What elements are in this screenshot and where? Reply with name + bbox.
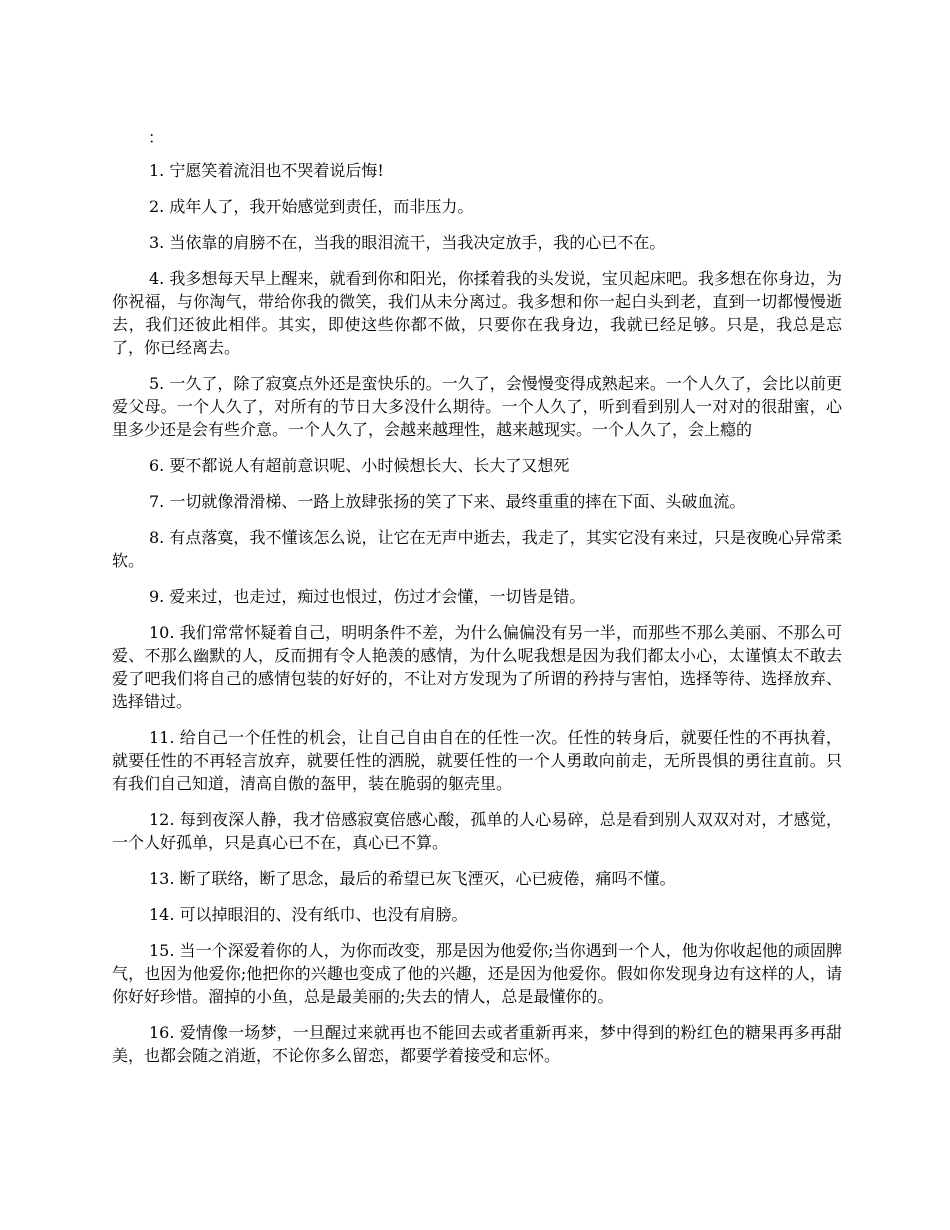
paragraph-15: 15. 当一个深爱着你的人，为你而改变，那是因为他爱你;当你遇到一个人，他为你收起他的顽固脾气，也因为他爱你;他把你的兴趣也变成了他的兴趣，还是因为他爱你。假如你发现身边有这样的人，请你好好珍惜。溜掉的小鱼，总是最美丽的;失去的情人，总是最懂你的。 (112, 941, 842, 1006)
paragraph-6: 6. 要不都说人有超前意识呢、小时候想长大、长大了又想死 (149, 456, 570, 475)
paragraph-1: 1. 宁愿笑着流泪也不哭着说后悔! (149, 161, 384, 180)
lead-mark: ： (148, 128, 165, 147)
paragraph-13: 13. 断了联络，断了思念，最后的希望已灰飞湮灭，心已疲倦，痛吗不懂。 (149, 869, 676, 888)
paragraph-10: 10. 我们常常怀疑着自己，明明条件不差，为什么偏偏没有另一半，而那些不那么美丽、不那么可爱、不那么幽默的人，反而拥有令人艳羡的感情，为什么呢我想是因为我们都太小心，太谨慎太不敢去爱了吧我们将自己的感情包装的好好的，不让对方发现为了所谓的矜持与害怕，选择等待、选择放弃、选择错过。 (112, 623, 842, 711)
paragraph-11: 11. 给自己一个任性的机会，让自己自由自在的任性一次。任性的转身后，就要任性的不再执着，就要任性的不再轻言放弃，就要任性的洒脱，就要任性的一个人勇敢向前走，无所畏惧的勇往直前。只有我们自己知道，清高自傲的盔甲，装在脆弱的躯壳里。 (112, 728, 842, 793)
paragraph-8: 8. 有点落寞，我不懂该怎么说，让它在无声中逝去，我走了，其实它没有来过，只是夜晚心异常柔软。 (112, 528, 842, 570)
paragraph-2: 2. 成年人了，我开始感觉到责任，而非压力。 (149, 197, 474, 216)
paragraph-3: 3. 当依靠的肩膀不在，当我的眼泪流干，当我决定放手，我的心已不在。 (149, 233, 666, 252)
paragraph-9: 9. 爱来过，也走过，痴过也恨过，伤过才会懂，一切皆是错。 (149, 587, 586, 606)
paragraph-12: 12. 每到夜深人静，我才倍感寂寞倍感心酸，孤单的人心易碎，总是看到别人双双对对，才感觉，一个人好孤单，只是真心已不在，真心已不算。 (112, 810, 842, 852)
paragraph-7: 7. 一切就像滑滑梯、一路上放肆张扬的笑了下来、最终重重的摔在下面、头破血流。 (149, 492, 746, 511)
paragraph-16: 16. 爱情像一场梦，一旦醒过来就再也不能回去或者重新再来，梦中得到的粉红色的糖果再多再甜美，也都会随之消逝，不论你多么留恋，都要学着接受和忘怀。 (112, 1023, 842, 1065)
paragraph-14: 14. 可以掉眼泪的、没有纸巾、也没有肩膀。 (149, 905, 468, 924)
document-body (112, 126, 842, 1080)
paragraph-4: 4. 我多想每天早上醒来，就看到你和阳光，你揉着我的头发说，宝贝起床吧。我多想在你身边，为你祝福，与你淘气，带给你我的微笑，我们从未分离过。我多想和你一起白头到老，直到一切都慢慢逝去，我们还彼此相伴。其实，即使这些你都不做，只要你在我身边，我就已经足够。只是，我总是忘了，你已经离去。 (112, 269, 842, 357)
paragraph-5: 5. 一久了，除了寂寞点外还是蛮快乐的。一久了，会慢慢变得成熟起来。一个人久了，会比以前更爱父母。一个人久了，对所有的节日大多没什么期待。一个人久了，听到看到别人一对对的很甜蜜，心里多少还是会有些介意。一个人久了，会越来越理性，越来越现实。一个人久了，会上瘾的 (112, 374, 842, 439)
